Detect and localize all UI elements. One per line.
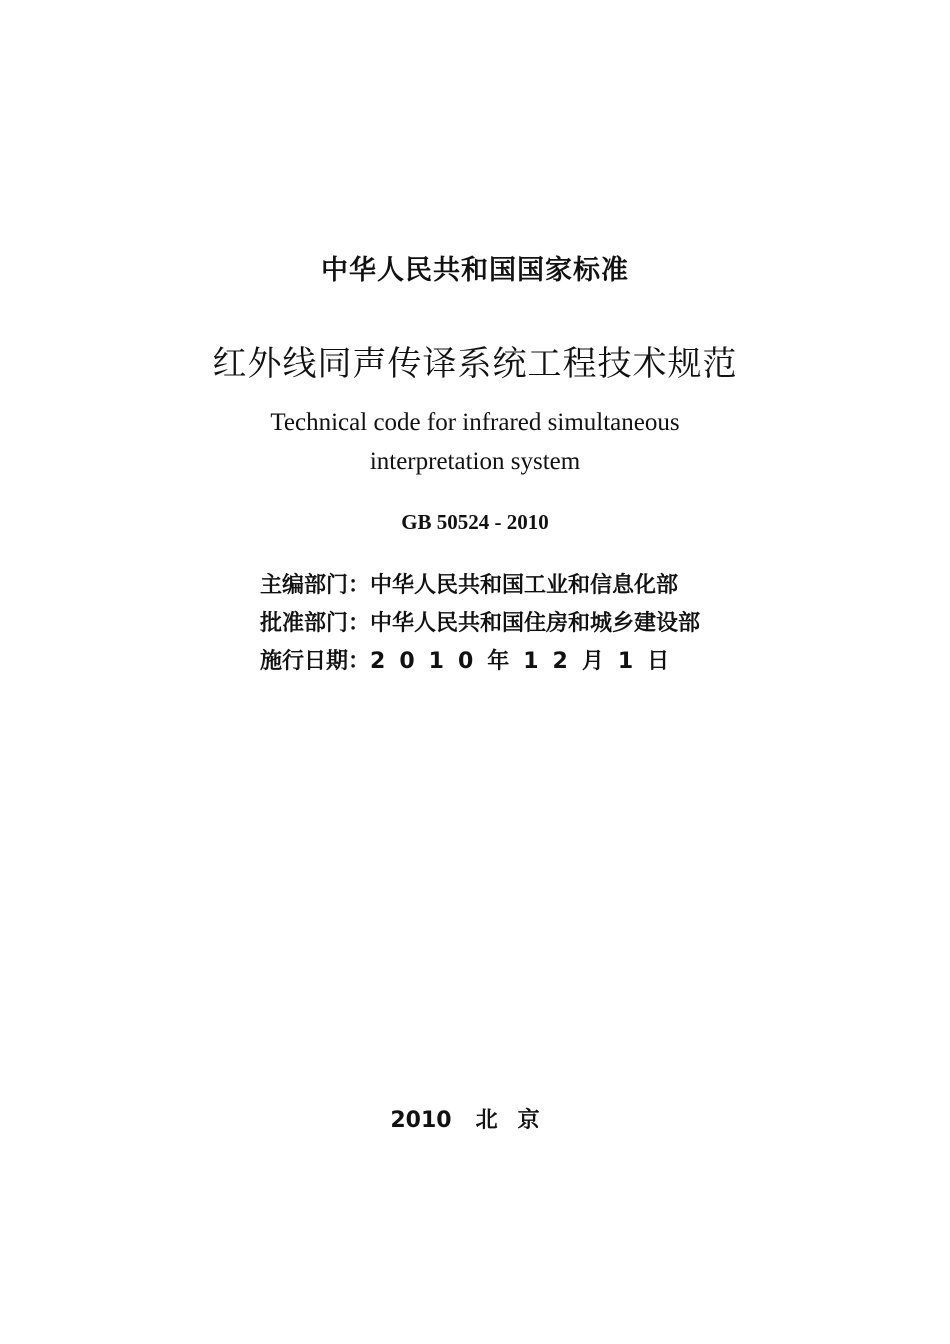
publication-city: 北京	[475, 1108, 560, 1133]
publication-year: 2010	[390, 1108, 452, 1133]
document-title-english-line-1: Technical code for infrared simultaneous	[270, 409, 680, 436]
standard-code: GB 50524 - 2010	[401, 510, 549, 534]
effective-date-row	[260, 643, 880, 681]
effective-date-value: 2010年12月1日	[370, 649, 684, 674]
editor-label: 主编部门：	[260, 573, 371, 598]
editor-value: 中华人民共和国工业和信息化部	[370, 573, 679, 598]
document-title-english-line-2: interpretation system	[369, 448, 581, 475]
editor-row	[260, 567, 880, 605]
document-title-chinese: 红外线同声传译系统工程技术规范	[212, 344, 738, 384]
effective-date-label: 施行日期：	[260, 649, 371, 674]
national-standard-heading: 中华人民共和国国家标准	[321, 255, 629, 286]
approver-label: 批准部门：	[260, 611, 371, 636]
publication-footer	[0, 1103, 950, 1134]
publication-info	[260, 567, 880, 681]
approver-row	[260, 605, 880, 643]
approver-value: 中华人民共和国住房和城乡建设部	[370, 611, 701, 636]
